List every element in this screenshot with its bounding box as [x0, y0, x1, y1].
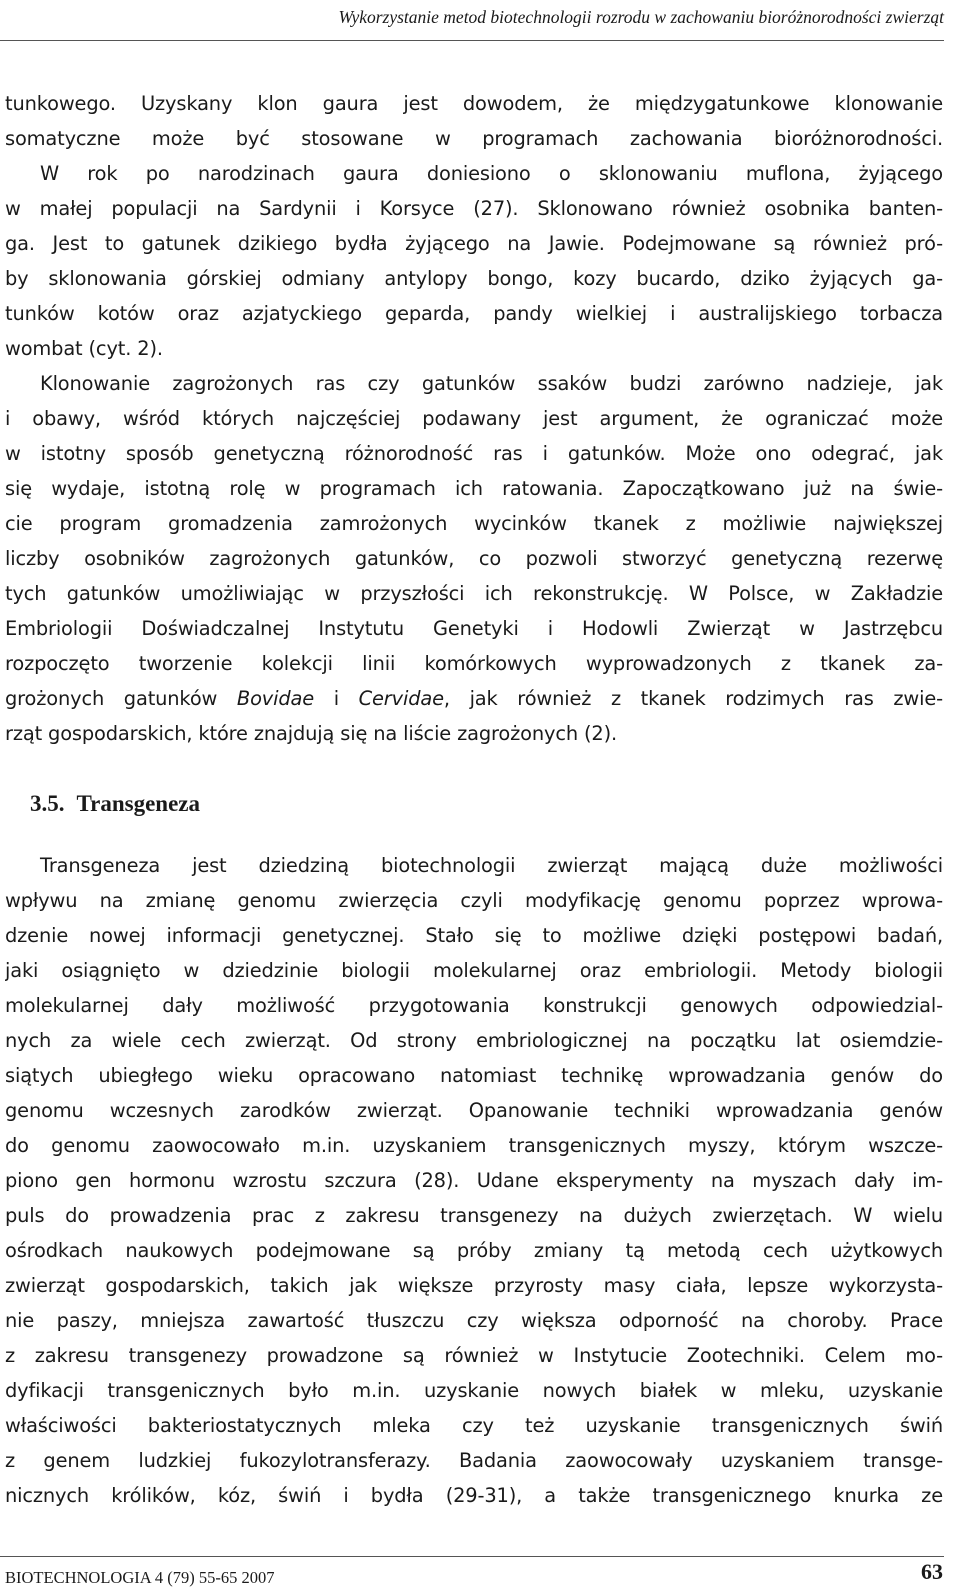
text-line: molekularnej dały możliwość przygotowania konstrukcji genowych odpowiedzial-: [5, 994, 943, 1017]
footer-divider: [0, 1556, 944, 1557]
text-line: dzenie nowej informacji genetycznej. Stało się to możliwe dzięki postępowi badań,: [5, 924, 943, 947]
text-fragment: , jak również z tkanek rodzimych ras zwie-: [443, 687, 943, 710]
text-line: tych gatunków umożliwiając w przyszłości ich rekonstrukcję. W Polsce, w Zakładzie: [5, 582, 943, 605]
section-number: 3.5.: [30, 791, 65, 816]
text-line: tunkowego. Uzyskany klon gaura jest dowodem, że międzygatunkowe klonowanie: [5, 92, 943, 115]
text-line: w istotny sposób genetyczną różnorodność ras i gatunków. Może ono odegrać, jak: [5, 442, 943, 465]
text-line: puls do prowadzenia prac z zakresu transgenezy na dużych zwierzętach. W wielu: [5, 1204, 943, 1227]
text-line: wpływu na zmianę genomu zwierzęcia czyli modyfikację genomu poprzez wprowa-: [5, 889, 943, 912]
page-number: 63: [921, 1559, 943, 1584]
text-line: wombat (cyt. 2).: [5, 337, 163, 360]
paragraph-1: [5, 86, 943, 366]
text-line: W rok po narodzinach gaura doniesiono o sklonowaniu muflona, żyjącego: [40, 162, 943, 185]
text-line: cie program gromadzenia zamrożonych wycinków tkanek z możliwie największej: [5, 512, 943, 535]
taxon-cervidae: Cervidae: [358, 687, 444, 710]
paragraph-2: [5, 366, 943, 751]
text-line: jaki osiągnięto w dziedzinie biologii molekularnej oraz embriologii. Metody biologii: [5, 959, 943, 982]
text-line: by sklonowania górskiej odmiany antylopy bongo, kozy bucardo, dziko żyjących ga-: [5, 267, 943, 290]
section-heading: [30, 786, 200, 822]
text-line: genomu wczesnych zarodków zwierząt. Opanowanie techniki wprowadzania genów: [5, 1099, 943, 1122]
text-line: ga. Jest to gatunek dzikiego bydła żyjącego na Jawie. Podejmowane są również pró-: [5, 232, 943, 255]
text-line: Embriologii Doświadczalnej Instytutu Genetyki i Hodowli Zwierząt w Jastrzębcu: [5, 617, 943, 640]
text-fragment: grożonych gatunków: [5, 687, 237, 710]
text-line: z genem ludzkiej fukozylotransferazy. Badania zaowocowały uzyskaniem transge-: [5, 1449, 943, 1472]
text-line: z zakresu transgenezy prowadzone są również w Instytucie Zootechniki. Celem mo-: [5, 1344, 943, 1367]
text-line-species: [5, 681, 943, 716]
text-line: nie paszy, mniejsza zawartość tłuszczu czy większa odporność na choroby. Prace: [5, 1309, 943, 1332]
text-line: zwierząt gospodarskich, takich jak większe przyrosty masy ciała, lepsze wykorzysta-: [5, 1274, 943, 1297]
text-line: ośrodkach naukowych podejmowane są próby zmiany tą metodą cech użytkowych: [5, 1239, 943, 1262]
taxon-bovidae: Bovidae: [236, 687, 315, 710]
text-line: nicznych królików, kóz, świń i bydła (29-31), a także transgenicznego knurka ze: [5, 1484, 943, 1507]
text-line: tunków kotów oraz azjatyckiego geparda, pandy wielkiej i australijskiego torbacza: [5, 302, 943, 325]
text-line: Transgeneza jest dziedziną biotechnologii zwierząt mającą duże możliwości: [40, 854, 943, 877]
text-line: rozpoczęto tworzenie kolekcji linii komórkowych wyprowadzonych z tkanek za-: [5, 652, 943, 675]
text-line: Klonowanie zagrożonych ras czy gatunków ssaków budzi zarówno nadzieje, jak: [40, 372, 943, 395]
text-fragment: i: [314, 687, 359, 710]
text-line: i obawy, wśród których najczęściej podawany jest argument, że ograniczać może: [5, 407, 943, 430]
journal-citation: BIOTECHNOLOGIA 4 (79) 55-65 2007: [5, 1568, 275, 1587]
text-line: rząt gospodarskich, które znajdują się na liście zagrożonych (2).: [5, 722, 618, 745]
text-line: liczby osobników zagrożonych gatunków, co pozwoli stworzyć genetyczną rezerwę: [5, 547, 943, 570]
text-line: siątych ubiegłego wieku opracowano natomiast technikę wprowadzania genów do: [5, 1064, 943, 1087]
paragraph-3: [5, 848, 943, 1513]
text-line: piono gen hormonu wzrostu szczura (28). Udane eksperymenty na myszach dały im-: [5, 1169, 943, 1192]
text-line: się wydaje, istotną rolę w programach ich ratowania. Zapoczątkowano już na świe-: [5, 477, 943, 500]
text-line: właściwości bakteriostatycznych mleka czy też uzyskanie transgenicznych świń: [5, 1414, 943, 1437]
text-line: w małej populacji na Sardynii i Korsyce (27). Sklonowano również osobnika banten-: [5, 197, 943, 220]
text-line: do genomu zaowocowało m.in. uzyskaniem transgenicznych myszy, którym wszcze-: [5, 1134, 943, 1157]
text-line: nych za wiele cech zwierząt. Od strony embriologicznej na początku lat osiemdzie-: [5, 1029, 943, 1052]
section-title: Transgeneza: [76, 791, 201, 816]
text-line: somatyczne może być stosowane w programach zachowania bioróżnorodności.: [5, 127, 943, 150]
text-line: dyfikacji transgenicznych było m.in. uzyskanie nowych białek w mleku, uzyskanie: [5, 1379, 943, 1402]
running-head: Wykorzystanie metod biotechnologii rozrodu w zachowaniu bioróżnorodności zwierząt: [0, 0, 944, 41]
